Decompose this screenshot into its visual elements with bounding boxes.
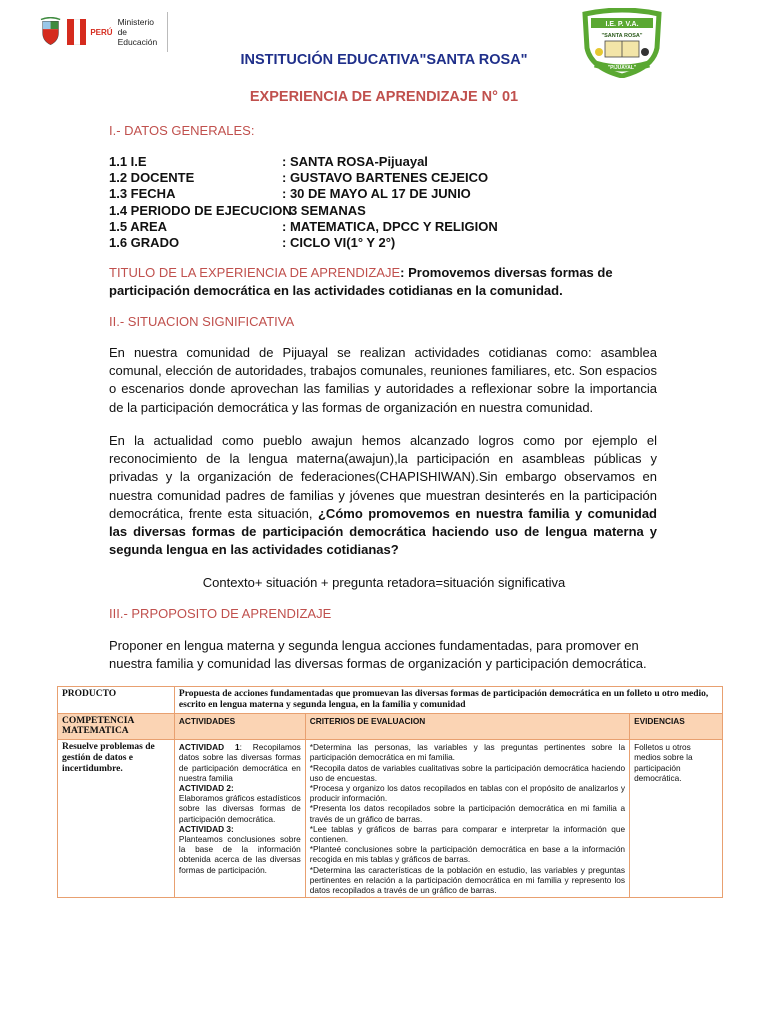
actividad-item: ACTIVIDAD 1: Recopilamos datos sobre las diversas formas de participación democrática en nuestra familia: [178, 742, 301, 783]
situacion-paragraph-1: En nuestra comunidad de Pijuayal se realizan actividades cotidianas como: asamblea comunal, elección de autoridades, trabajos comunales, reuniones familiares, etc. Son espacios o escenarios donde aprovechan las familias y autoridades a reflexionar sobre la importancia de la participación democrática y las formas de organización en nuestra comunidad.: [109, 345, 657, 415]
section-situacion-title: II.- SITUACION SIGNIFICATIVA: [109, 314, 295, 329]
crest-bottom-text: "PIJUAYAL": [607, 65, 637, 71]
learning-table: [57, 686, 723, 898]
crest-top-text: I.E. P. V.A.: [605, 21, 639, 28]
ministry-logo: [40, 12, 168, 52]
situacion-paragraph-2: En la actualidad como pueblo awajun hemos alcanzado logros como por ejemplo el reconocimiento de la lengua materna(awajun),la participación en asambleas públicas y privadas y la organización de federaciones(CHAPISHIWAN).Sin embargo observamos en nuestra comunidad padres de familias y jóvenes que muestran desinterés en la participación democrática, frente esta situación, ¿Cómo promovemos en nuestra familia y comunidad las diversas formas de participación democrática haciendo uso de lengua materna y segunda lengua en las actividades cotidianas?: [109, 433, 657, 558]
criterio-item: *Recopila datos de variables cualitativas sobre la participación democrática haciendo uso de encuestas.: [309, 762, 626, 783]
evidencias-cell: Folletos u otros medios sobre la participación democrática.: [630, 740, 723, 898]
titulo-label: TITULO DE LA EXPERIENCIA DE APRENDIZAJE: [109, 265, 401, 280]
coat-of-arms-icon: [40, 17, 61, 47]
producto-label: PRODUCTO: [58, 687, 175, 714]
school-logo: [577, 8, 667, 83]
institution-title: INSTITUCIÓN EDUCATIVA"SANTA ROSA": [240, 52, 528, 68]
situacion-formula: Contexto+ situación + pregunta retadora=situación significativa: [202, 575, 566, 590]
criterio-item: *Presenta los datos recopilados sobre la participación democrática en mi familia a través de un gráfico de barras.: [309, 803, 626, 824]
actividades-cell: [174, 740, 305, 898]
table-row: [58, 740, 723, 898]
section-proposito-title: III.- PRPOPOSITO DE APRENDIZAJE: [109, 606, 332, 621]
crest-mid-text: "SANTA ROSA": [601, 33, 643, 39]
table-header-row: [58, 713, 723, 740]
retadora-question: ¿Cómo promovemos en nuestra familia y comunidad las diversas formas de participación democrática haciendo uso de lengua materna y segunda lengua en las actividades cotidianas?: [109, 505, 657, 558]
header-actividades: ACTIVIDADES: [174, 713, 305, 740]
experience-title: EXPERIENCIA DE APRENDIZAJE N° 01: [249, 89, 519, 105]
criterio-item: *Planteé conclusiones sobre la participación democrática en base a la información recogida en mis tablas y gráficos de barras.: [309, 844, 626, 865]
titulo-text: Promovemos diversas formas de participación democrática en las actividades cotidianas en la comunidad.: [109, 265, 613, 299]
competencia-cell: Resuelve problemas de gestión de datos e incertidumbre.: [58, 740, 175, 898]
table-row: [58, 687, 723, 714]
header-competencia: COMPETENCIA MATEMATICA: [58, 713, 175, 740]
header-evidencias: EVIDENCIAS: [630, 713, 723, 740]
proposito-paragraph: Proponer en lengua materna y segunda lengua acciones fundamentadas, para promover en nuestra familia y comunidad las diversas formas de organización y participación democrática.: [109, 638, 647, 672]
peru-word: PERÚ: [90, 27, 113, 37]
header-criterios: CRITERIOS DE EVALUACION: [305, 713, 629, 740]
peru-flag-icon: [67, 19, 86, 45]
ministry-name: Ministerio de Educación: [117, 17, 158, 47]
actividad-item: ACTIVIDAD 2: Elaboramos gráficos estadísticos sobre las diversas formas de participación democrática.: [178, 783, 301, 824]
criterio-item: *Determina las personas, las variables y las preguntas pertinentes sobre la participación democrática en mi familia.: [309, 742, 626, 763]
actividad-item: ACTIVIDAD 3: Planteamos conclusiones sobre la base de la información obtenida acerca de las diversas formas de participación.: [178, 823, 301, 875]
criterio-item: *Lee tablas y gráficos de barras para comparar e interpretar la información que contienen.: [309, 823, 626, 845]
criterios-cell: [305, 740, 629, 898]
section-datos-generales-title: I.- DATOS GENERALES:: [109, 123, 255, 138]
criterio-item: *Determina las características de la población en estudio, las variables y preguntas pertinentes en relación a la participación democrática en mi familia y represento los datos recopilados a través de un gráfico de barras.: [309, 864, 626, 896]
producto-text: Propuesta de acciones fundamentadas que promuevan las diversas formas de participación democrática en un folleto u otro medio, escrito en lengua materna y segunda lengua, en la familia y comunidad: [174, 687, 722, 714]
criterio-item: *Procesa y organizo los datos recopilados en tablas con el propósito de analizarlos y producir información.: [309, 783, 626, 804]
experience-title-statement: TITULO DE LA EXPERIENCIA DE APRENDIZAJE: Promovemos diversas formas de participación democrática en las actividades cotidianas en la comunidad.: [109, 265, 613, 299]
